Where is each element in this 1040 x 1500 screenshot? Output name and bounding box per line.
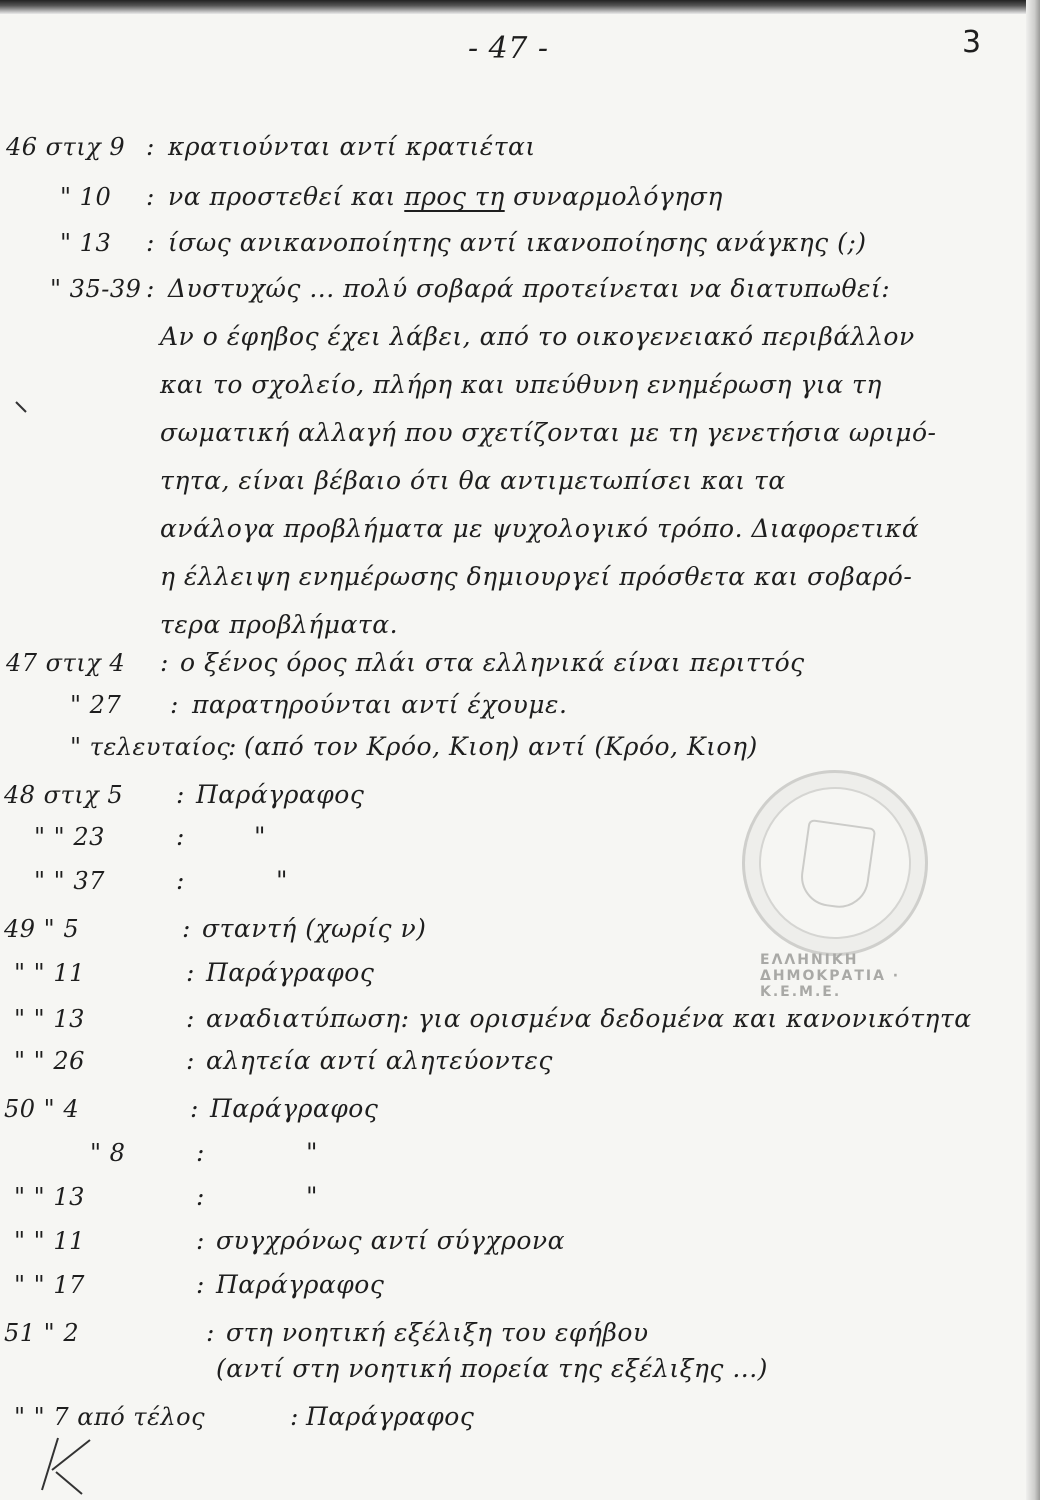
line-text: (αντί στη νοητική πορεία της εξέλιξης ...) (216, 1354, 768, 1383)
line-text: αναδιατύπωση: για ορισμένα δεδομένα και κανονικότητα (206, 1004, 972, 1033)
line-text-part: να προστεθεί και (168, 182, 405, 211)
line-sep: : (186, 958, 195, 987)
line-ref: " " 37 (34, 867, 105, 895)
line-ref: " " 26 (14, 1047, 85, 1075)
line-text: Παράγραφος (216, 1270, 385, 1299)
ditto-mark: " (306, 1138, 318, 1167)
line-text-part: συναρμολόγηση (504, 182, 723, 211)
stamp-emblem (797, 819, 876, 912)
paragraph-line: η έλλειψη ενημέρωσης δημιουργεί πρόσθετα και σοβαρό- (160, 562, 913, 591)
sheet-number: 3 (962, 25, 982, 60)
line-sep: : (196, 1270, 205, 1299)
page-right-edge (1026, 0, 1040, 1500)
line-ref: " " 7 από τέλος (14, 1403, 206, 1431)
line-text: ο ξένος όρος πλάι στα ελληνικά είναι περιττός (180, 648, 805, 677)
line-sep: : (186, 1046, 195, 1075)
line-sep: : (206, 1318, 215, 1347)
margin-tick (12, 398, 32, 418)
line-text: (από τον Κρόο, Κιοη) αντί (Κρόο, Κιοη) (244, 732, 758, 761)
paragraph-line: σωματική αλλαγή που σχετίζονται με τη γενετήσια ωριμό- (160, 418, 937, 447)
line-ref: " 27 (70, 691, 122, 719)
line-ref: " 10 (60, 183, 112, 211)
paragraph-line: Αν ο έφηβος έχει λάβει, από το οικογενειακό περιβάλλον (160, 322, 915, 351)
line-ref: " 35-39 (50, 275, 142, 303)
line-ref: " τελευταίος (70, 733, 231, 761)
line-sep: : (146, 228, 155, 257)
line-text: Δυστυχώς ... πολύ σοβαρά προτείνεται να διατυπωθεί: (168, 274, 891, 303)
line-text: κρατιούνται αντί κρατιέται (168, 132, 536, 161)
paragraph-line: τητα, είναι βέβαιο ότι θα αντιμετωπίσει και τα (160, 466, 786, 495)
line-ref: " 8 (90, 1139, 126, 1167)
page-number: - 47 - (468, 31, 549, 66)
ditto-mark: " (306, 1182, 318, 1211)
line-text: παρατηρούνται αντί έχουμε. (192, 690, 568, 719)
line-ref: " " 13 (14, 1183, 85, 1211)
line-ref: 46 στιχ 9 (6, 133, 126, 161)
line-sep: : (182, 914, 191, 943)
paragraph-line: ανάλογα προβλήματα με ψυχολογικό τρόπο. Διαφορετικά (160, 514, 920, 543)
line-sep: : (186, 1004, 195, 1033)
line-sep: : (190, 1094, 199, 1123)
line-text: Παράγραφος (306, 1402, 475, 1431)
line-text: Παράγραφος (210, 1094, 379, 1123)
line-sep: : (176, 780, 185, 809)
line-ref: " " 11 (14, 1227, 85, 1255)
line-text: συγχρόνως αντί σύγχρονα (216, 1226, 565, 1255)
stamp-label: ΕΛΛΗΝΙΚΗ ΔΗΜΟΚΡΑΤΙΑ · Κ.Ε.Μ.Ε. (760, 952, 901, 1000)
line-sep: : (196, 1182, 205, 1211)
line-ref: 50 " 4 (4, 1095, 80, 1123)
line-ref: 51 " 2 (4, 1319, 80, 1347)
line-sep: : (176, 866, 185, 895)
line-ref: " " 17 (14, 1271, 85, 1299)
line-sep: : (176, 822, 185, 851)
line-sep: : (146, 274, 155, 303)
line-ref: " " 23 (34, 823, 105, 851)
initials-mark (30, 1430, 110, 1496)
line-ref: 48 στιχ 5 (4, 781, 124, 809)
line-ref: " " 11 (14, 959, 85, 987)
line-sep: : (228, 732, 237, 761)
paragraph-line: και το σχολείο, πλήρη και υπεύθυνη ενημέρωση για τη (160, 370, 882, 399)
line-ref: 49 " 5 (4, 915, 80, 943)
official-stamp (730, 758, 940, 968)
underlined-text: προς τη (404, 182, 505, 211)
line-text: ίσως ανικανοποίητης αντί ικανοποίησης ανάγκης (;) (168, 228, 867, 257)
line-text: σταντή (χωρίς ν) (202, 914, 427, 943)
line-sep: : (160, 648, 169, 677)
line-text (168, 182, 723, 212)
line-sep: : (146, 132, 155, 161)
line-text: στη νοητική εξέλιξη του εφήβου (226, 1318, 649, 1347)
line-sep: : (196, 1226, 205, 1255)
line-text: Παράγραφος (196, 780, 365, 809)
page-top-edge (0, 0, 1040, 14)
line-ref: 47 στιχ 4 (6, 649, 126, 677)
line-text: αλητεία αντί αλητεύοντες (206, 1046, 553, 1075)
line-ref: " " 13 (14, 1005, 85, 1033)
line-sep: : (146, 182, 155, 211)
line-text: Παράγραφος (206, 958, 375, 987)
line-sep: : (170, 690, 179, 719)
line-sep: : (196, 1138, 205, 1167)
ditto-mark: " (276, 866, 288, 895)
line-sep: : (290, 1402, 299, 1431)
line-ref: " 13 (60, 229, 112, 257)
ditto-mark: " (254, 822, 266, 851)
paragraph-line: τερα προβλήματα. (160, 610, 399, 639)
